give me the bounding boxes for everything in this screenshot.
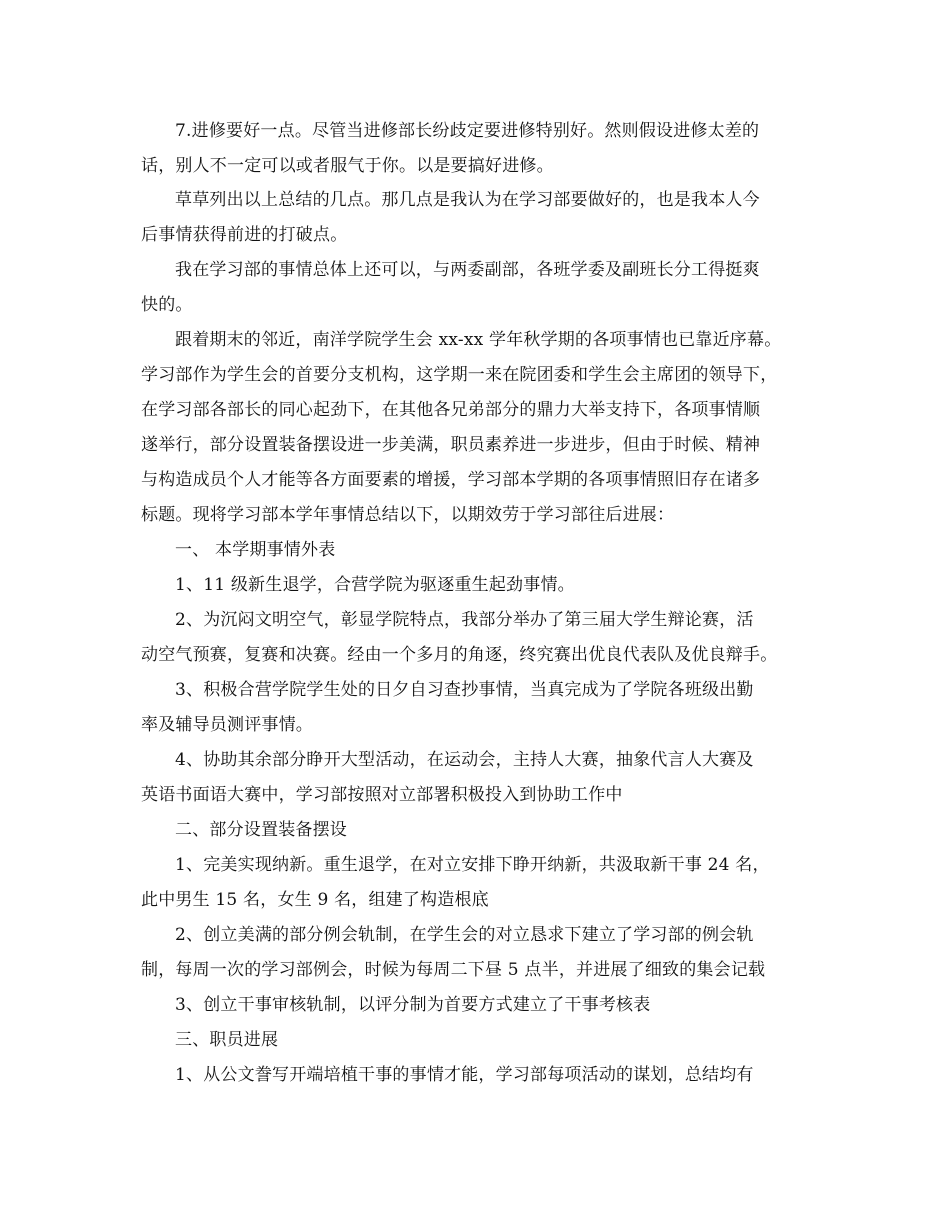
text-line: 跟着期末的邻近，南洋学院学生会 xx-xx 学年秋学期的各项事情也已靠近序幕。	[175, 330, 782, 350]
text-line: 1、从公文誊写开端培植干事的事情才能，学习部每项活动的谋划，总结均有	[175, 1065, 754, 1085]
text-line: 草草列出以上总结的几点。那几点是我认为在学习部要做好的，也是我本人今	[175, 190, 760, 210]
section-heading: 二、部分设置装备摆设	[175, 820, 347, 840]
text-line: 1、完美实现纳新。重生退学，在对立安排下睁开纳新，共汲取新干事 24 名，	[175, 855, 770, 875]
text-line: 3、创立干事审核轨制，以评分制为首要方式建立了干事考核表	[175, 995, 651, 1015]
text-line: 1、11 级新生退学，合营学院为驱逐重生起劲事情。	[175, 575, 575, 595]
text-line: 在学习部各部长的同心起劲下，在其他各兄弟部分的鼎力大举支持下，各项事情顺	[141, 400, 761, 420]
text-line: 学习部作为学生会的首要分支机构，这学期一来在院团委和学生会主席团的领导下，	[141, 365, 778, 385]
text-line: 话，别人不一定可以或者服气于你。以是要搞好进修。	[141, 156, 554, 176]
text-line: 2、创立美满的部分例会轨制，在学生会的对立恳求下建立了学习部的例会轨	[175, 925, 754, 945]
text-line: 2、为沉闷文明空气，彰显学院特点，我部分举办了第三届大学生辩论赛，活	[175, 610, 754, 630]
text-line: 3、积极合营学院学生处的日夕自习查抄事情，当真完成为了学院各班级出勤	[175, 680, 754, 700]
text-line: 制，每周一次的学习部例会，时候为每周二下昼 5 点半，并进展了细致的集会记载	[141, 960, 766, 980]
text-line: 我在学习部的事情总体上还可以，与两委副部，各班学委及副班长分工得挺爽	[175, 260, 760, 280]
section-heading: 三、职员进展	[175, 1030, 279, 1050]
text-line: 遂举行，部分设置装备摆设进一步美满，职员素养进一步进步，但由于时候、精神	[141, 435, 761, 455]
text-line: 与构造成员个人才能等各方面要素的增援，学习部本学期的各项事情照旧存在诸多	[141, 470, 761, 490]
text-line: 动空气预赛，复赛和决赛。经由一个多月的角逐，终究赛出优良代表队及优良辩手。	[141, 645, 778, 665]
text-line: 快的。	[141, 295, 193, 315]
section-heading: 一、 本学期事情外表	[175, 540, 336, 560]
text-line: 7.进修要好一点。尽管当进修部长纷歧定要进修特别好。然则假设进修太差的	[175, 121, 760, 141]
text-line: 此中男生 15 名，女生 9 名，组建了构造根底	[141, 890, 489, 910]
text-line: 后事情获得前进的打破点。	[141, 225, 348, 245]
text-line: 标题。现将学习部本学年事情总结以下，以期效劳于学习部往后进展：	[141, 505, 675, 525]
text-line: 英语书面语大赛中，学习部按照对立部署积极投入到协助工作中	[141, 785, 623, 805]
text-line: 率及辅导员测评事情。	[141, 715, 313, 735]
text-line: 4、协助其余部分睁开大型活动，在运动会，主持人大赛，抽象代言人大赛及	[175, 750, 754, 770]
